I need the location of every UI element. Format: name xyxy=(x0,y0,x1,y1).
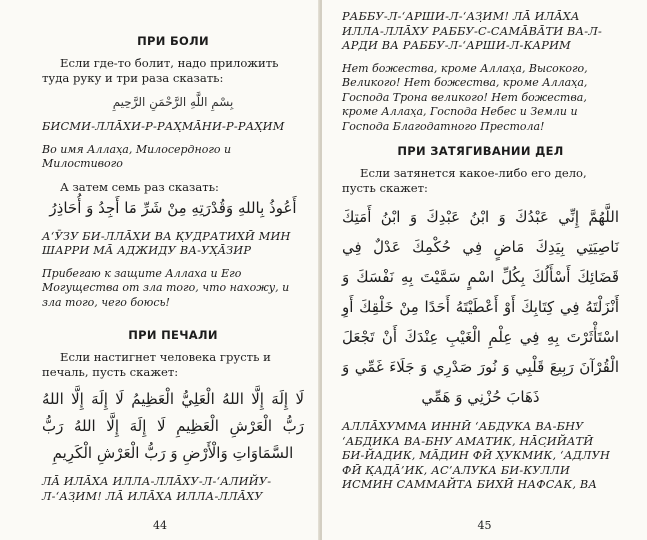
pain-auzu-translation: Прибегаю к защите Аллаха и Его Могущества от зла того, что нахожу, и зла того, чего боюсь! xyxy=(42,266,290,309)
delay-intro: Если затянется какое-либо его дело, пусть скажет: xyxy=(342,166,587,195)
page-number-right: 45 xyxy=(477,519,492,532)
grief-translit: ЛĀ ИЛĀХА ИЛЛА-ЛЛĀХУ-Л-‘АЛИЙУ-Л-‘АЗ̣ИМ! ЛĀ ИЛĀХА ИЛЛА-ЛЛĀХУ xyxy=(42,475,272,503)
pain-seven-times: А затем семь раз сказать: xyxy=(60,179,219,194)
grief-intro: Если настигнет человека грусть и печаль, пусть скажет: xyxy=(42,350,271,379)
left-page xyxy=(0,0,320,540)
grief-translation: Нет божества, кроме Аллах̣а, Высокого, Великого! Нет божества, кроме Аллах̣а, Господа Трона великого! Нет божества, кроме Аллах̣а, Господа Небес и Земли и Господа Благодатного Престола! xyxy=(342,61,588,133)
heading-delay: ПРИ ЗАТЯГИВАНИИ ДЕЛ xyxy=(397,144,564,158)
page-number-left: 44 xyxy=(153,519,167,532)
delay-translit: АЛЛĀХУММА ИННӢ ‘АБДУКА ВА-БНУ ‘АБДИКА ВА-БНУ АМАТИК, НĀС̣ИЙАТӢ БИ-ЙАДИК, МĀДИН ФӢ Х̣УКМИК, ‘АДЛУН ФӢ К̣АД̣Ā’ИК, АС’АЛУКА БИ-КУЛЛИ ИСМИН САММАЙТА БИХӢ НАФСАК, ВА xyxy=(342,420,611,491)
pain-basmala-translation: Во имя Аллах̣а, Милосердного и Милостивого xyxy=(42,142,232,170)
heading-pain: ПРИ БОЛИ xyxy=(137,34,209,48)
pain-basmala-arabic: بِسْمِ اللَّهِ الرَّحْمَنِ الرَّحِيمِ xyxy=(112,95,234,109)
delay-arabic: اللَّهُمَّ إِنِّي عَبْدُكَ وَ ابْنُ عَبْدِكَ وَ ابْنُ أَمَتِكَ نَاصِيَتِي بِيَدِكَ مَاضٍ فِي حُكْمِكَ عَدْلٌ فِي قَضَائِكَ أَسْأَلُكَ بِكُلِّ اسْمٍ سَمَّيْتَ بِهِ نَفْسَكَ وَ أَنْزَلْتَهُ فِي كِتَابِكَ أَوْ أَعْطَيْتَهُ أَحَدًا مِنْ خَلْقِكَ أَوِ اسْتَأْثَرْتَ بِهِ فِي عِلْمِ الْغَيْبِ عِنْدَكَ أَنْ تَجْعَلَ الْقُرْآنَ رَبِيعَ قَلْبِي وَ نُورَ صَدْرِي وَ جَلَاءَ غَمِّي وَ ذَهَابَ حُزْنِي وَ هَمِّي xyxy=(342,208,619,406)
pain-auzu-arabic: أَعُوذُ بِاللهِ وَقُدْرَتِهِ مِنْ شَرِّ مَا أَجِدُ وَ أُحَاذِرُ xyxy=(49,198,297,217)
grief-arabic: لَا إِلَهَ إِلَّا اللهُ الْعَلِيُّ الْعَظِيمُ لَا إِلَهَ إِلَّا اللهُ رَبُّ الْعَرْشِ الْعَظِيمِ لَا إِلَهَ إِلَّا اللهُ رَبُّ السَّمَاوَاتِ وَالْأَرْضِ وَ رَبُّ الْعَرْشِ الْكَرِيمِ xyxy=(42,390,304,462)
pain-auzu-translit: А‘ӮЗУ БИ-ЛЛĀХИ ВА К̣УДРАТИХӢ МИН ШАРРИ МĀ АДЖИДУ ВА-УХ̣ĀЗИР xyxy=(42,229,291,257)
right-page xyxy=(322,0,647,540)
grief-translit-continued: РАББУ-Л-‘АРШИ-Л-‘АЗ̣ИМ! ЛĀ ИЛĀХА ИЛЛА-ЛЛĀХУ РАББУ-С-САМĀВĀТИ ВА-Л-АРД̣И ВА РАББУ-Л-‘АРШИ-Л-КАРИМ xyxy=(342,10,602,52)
pain-intro: Если где-то болит, надо приложить туда руку и три раза сказать: xyxy=(42,56,279,85)
heading-grief: ПРИ ПЕЧАЛИ xyxy=(128,328,218,342)
pain-basmala-translit: БИСМИ-ЛЛĀХИ-Р-РАХ̣МĀНИ-Р-РАХ̣ИМ xyxy=(42,120,285,133)
